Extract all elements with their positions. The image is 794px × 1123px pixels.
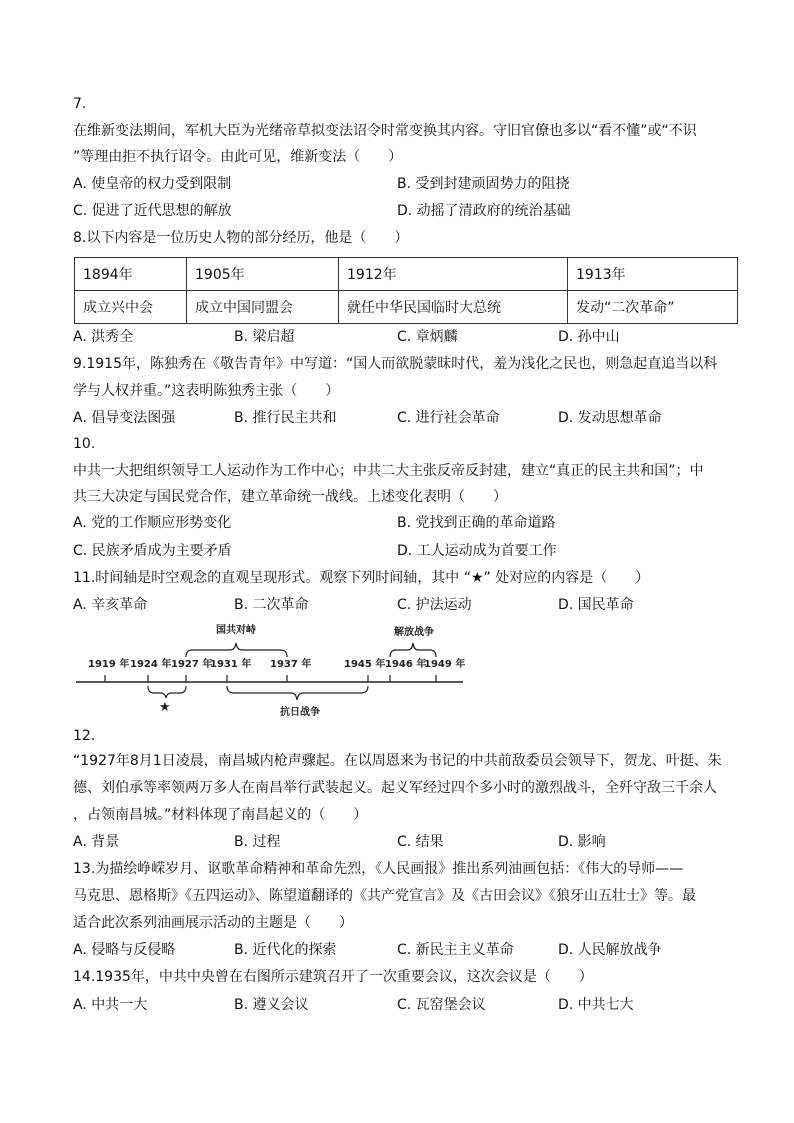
- q8-option-d: D. 孙中山: [558, 329, 620, 345]
- q7-stem-line1: 在维新变法期间，军机大臣为光绪帝草拟变法诏令时常变换其内容。守旧官僚也多以“看不懂”或“不识: [73, 123, 697, 139]
- q13-stem-line2: 马克思、恩格斯》《五四运动》、陈望道翻译的《共产党宣言》及《古田会议》《狼牙山五壮士》等。最: [73, 888, 696, 904]
- table-cell-year: 1894年: [75, 258, 187, 291]
- q13-option-b: B. 近代化的探索: [234, 942, 337, 958]
- table-cell-event: 发动“二次革命”: [568, 291, 738, 324]
- q14-option-a: A. 中共一大: [73, 997, 148, 1013]
- q7-option-c: C. 促进了近代思想的解放: [73, 203, 232, 219]
- brace-bottom-war: [227, 686, 368, 700]
- table-row: [75, 258, 738, 291]
- table-cell-event: 就任中华民国临时大总统: [339, 291, 568, 324]
- q7-option-d: D. 动摇了清政府的统治基础: [397, 203, 571, 219]
- q10-stem-line1: 中共一大把组织领导工人运动作为工作中心；中共二大主张反帝反封建，建立“真正的民主共和国”；中: [73, 463, 704, 479]
- timeline-figure: [74, 618, 466, 720]
- brace-top-liberation: [390, 643, 436, 657]
- star-icon: ★: [159, 700, 171, 715]
- q13-option-d: D. 人民解放战争: [558, 942, 662, 958]
- q10-number: 10.: [73, 436, 96, 452]
- q12-option-b: B. 过程: [234, 834, 281, 850]
- q9-stem-line1: 9.1915年，陈独秀在《敬告青年》中写道：“国人而欲脱蒙昧时代，羞为浅化之民也，则急起直追当以科: [73, 356, 718, 372]
- q11-option-d: D. 国民革命: [558, 597, 634, 613]
- q12-number: 12.: [73, 728, 96, 744]
- q11-stem: 11.时间轴是时空观念的直观呈现形式。观察下列时间轴，其中 “★” 处对应的内容是（ ）: [73, 570, 650, 586]
- year-label: 1949 年: [424, 659, 466, 670]
- q14-stem: 14.1935年，中共中央曾在右图所示建筑召开了一次重要会议，这次会议是（ ）: [73, 969, 593, 985]
- table-cell-year: 1913年: [568, 258, 738, 291]
- q11-option-a: A. 辛亥革命: [73, 597, 148, 613]
- q11-option-b: B. 二次革命: [234, 597, 309, 613]
- top-label-civil: 国共对峙: [216, 625, 256, 636]
- table-cell-year: 1912年: [339, 258, 568, 291]
- brace-bottom-star: [148, 686, 186, 698]
- q14-option-d: D. 中共七大: [558, 997, 634, 1013]
- q9-option-d: D. 发动思想革命: [558, 410, 662, 426]
- table-cell-event: 成立中国同盟会: [187, 291, 339, 324]
- q10-option-b: B. 党找到正确的革命道路: [397, 515, 556, 531]
- q14-option-c: C. 瓦窑堡会议: [397, 997, 486, 1013]
- q13-stem-line3: 适合此次系列油画展示活动的主题是（ ）: [73, 915, 353, 931]
- q9-option-c: C. 进行社会革命: [397, 410, 500, 426]
- q8-option-a: A. 洪秀全: [73, 329, 134, 345]
- q10-option-a: A. 党的工作顺应形势变化: [73, 515, 232, 531]
- q13-stem-line1: 13.为描绘峥嵘岁月、讴歌革命精神和革命先烈，《人民画报》推出系列油画包括：《伟大的导师——: [73, 861, 684, 877]
- q10-option-c: C. 民族矛盾成为主要矛盾: [73, 543, 232, 559]
- q12-stem-line1: “1927年8月1日凌晨，南昌城内枪声骤起。在以周恩来为书记的中共前敌委员会领导下，贺龙、叶挺、朱: [73, 753, 722, 769]
- year-label: 1924 年: [130, 659, 172, 670]
- q9-option-b: B. 推行民主共和: [234, 410, 337, 426]
- q11-option-c: C. 护法运动: [397, 597, 472, 613]
- q8-biography-table: [74, 257, 738, 324]
- q7-option-b: B. 受到封建顽固势力的阻挠: [397, 176, 570, 192]
- brace-top-civil: [186, 643, 287, 657]
- q7-stem-line2: ”等理由拒不执行诏令。由此可见，维新变法（ ）: [73, 149, 403, 165]
- q7-number: 7.: [73, 96, 87, 112]
- table-row: [75, 291, 738, 324]
- q7-option-a: A. 使皇帝的权力受到限制: [73, 176, 232, 192]
- year-label: 1931 年: [210, 659, 252, 670]
- q14-option-b: B. 遵义会议: [234, 997, 309, 1013]
- q9-option-a: A. 倡导变法图强: [73, 410, 176, 426]
- q12-stem-line3: ，占领南昌城。”材料体现了南昌起义的（ ）: [73, 807, 368, 823]
- q12-stem-line2: 德、刘伯承等率领两万多人在南昌举行武装起义。起义军经过四个多小时的激烈战斗，全歼守敌三千余人: [73, 780, 717, 796]
- q12-option-c: C. 结果: [397, 834, 444, 850]
- q12-option-d: D. 影响: [558, 834, 606, 850]
- bottom-label-war: 抗日战争: [280, 707, 320, 718]
- q13-option-a: A. 侵略与反侵略: [73, 942, 176, 958]
- year-label: 1919 年: [88, 659, 130, 670]
- q8-stem: 8.以下内容是一位历史人物的部分经历，他是（ ）: [73, 230, 409, 246]
- q10-stem-line2: 共三大决定与国民党合作，建立革命统一战线。上述变化表明（ ）: [73, 489, 507, 505]
- q8-option-c: C. 章炳麟: [397, 329, 458, 345]
- q10-option-d: D. 工人运动成为首要工作: [397, 543, 557, 559]
- year-label: 1946 年: [385, 659, 427, 670]
- year-label: 1927 年: [171, 659, 213, 670]
- top-label-liberation: 解放战争: [394, 627, 434, 638]
- q12-option-a: A. 背景: [73, 834, 120, 850]
- table-cell-year: 1905年: [187, 258, 339, 291]
- q9-stem-line2: 学与人权并重。”这表明陈独秀主张（ ）: [73, 383, 340, 399]
- table-cell-event: 成立兴中会: [75, 291, 187, 324]
- year-label: 1945 年: [344, 659, 386, 670]
- q13-option-c: C. 新民主主义革命: [397, 942, 514, 958]
- q8-option-b: B. 梁启超: [234, 329, 295, 345]
- year-label: 1937 年: [270, 659, 312, 670]
